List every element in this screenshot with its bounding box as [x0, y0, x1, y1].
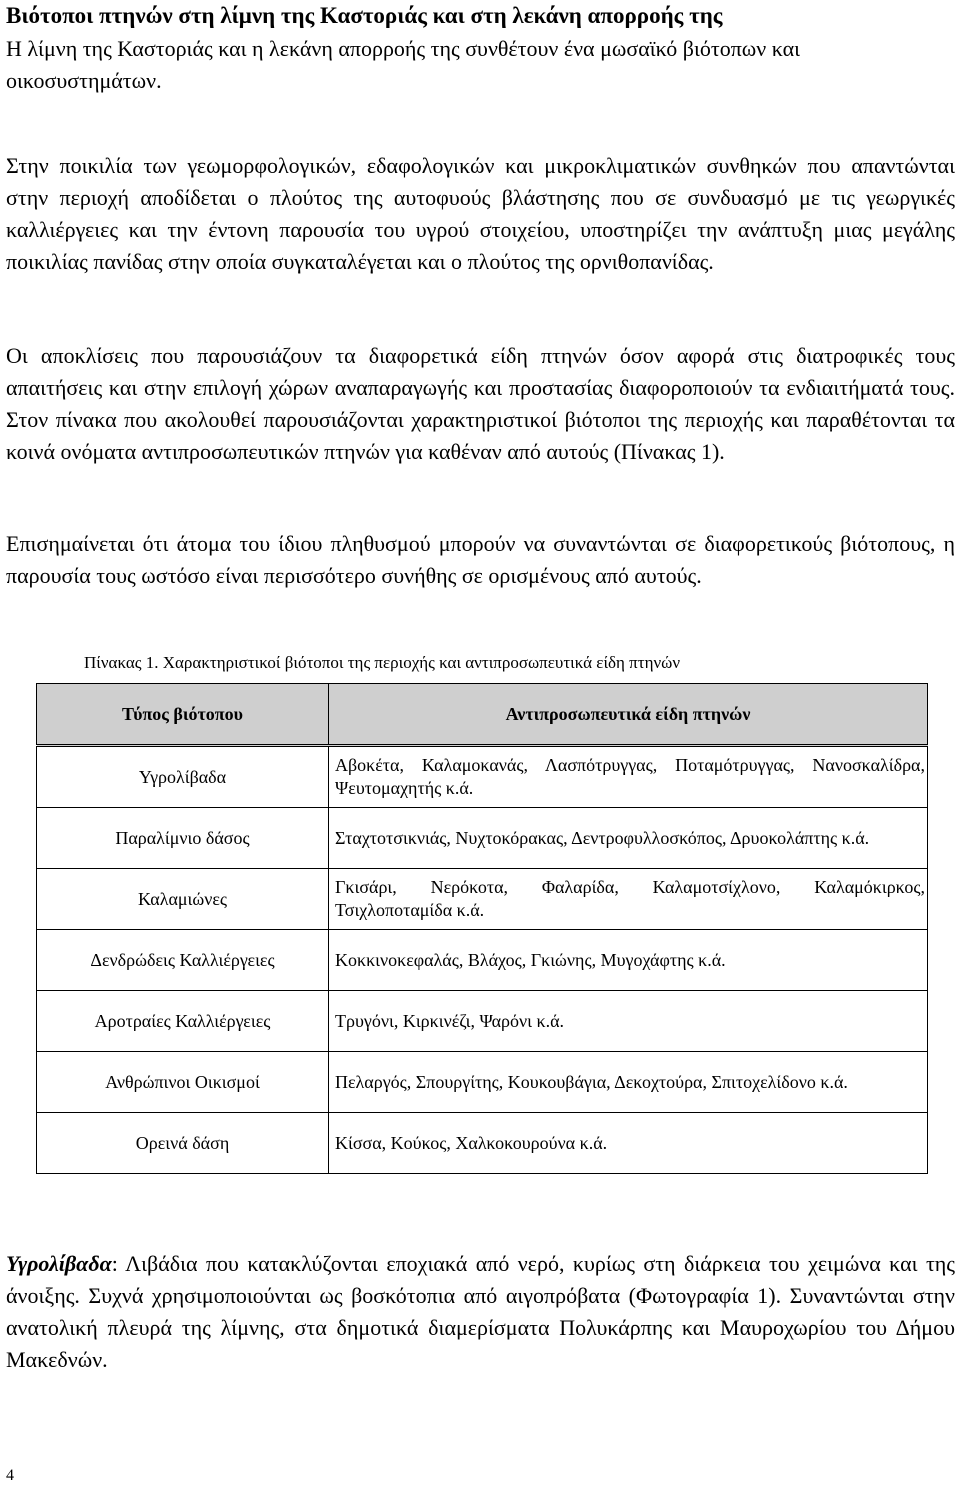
definition-term: Υγρολίβαδα [6, 1251, 112, 1276]
table-row [37, 991, 928, 1052]
diversity-paragraph: Στην ποικιλία των γεωμορφολογικών, εδαφολογικών και μικροκλιματικών συνθηκών που απαντώνται στην περιοχή αποδίδεται ο πλούτος της αυτοφυούς βλάστησης που σε συνδυασμό με τις γεωργικές καλλιέργειες και την έντονη παρουσία του υγρού στοιχείου, υποστηρίζει την ανάπτυξη μιας μεγάλης ποικιλίας πανίδας στην οποία συγκαταλέγεται και ο πλούτος της ορνιθοπανίδας. [6, 153, 955, 274]
differences-paragraph: Οι αποκλίσεις που παρουσιάζουν τα διαφορετικά είδη πτηνών όσον αφορά στις διατροφικές τους απαιτήσεις και στην επιλογή χώρων αναπαραγωγής και προστασίας διαφοροποιούν τα ενδιαιτήματά τους. Στον πίνακα που ακολουθεί παρουσιάζονται χαρακτηριστικοί βιότοποι της περιοχής και παραθέτονται τα κοινά ονόματα αντιπροσωπευτικών πτηνών για καθέναν από αυτούς (Πίνακας 1). [6, 343, 955, 464]
header-species: Αντιπροσωπευτικά είδη πτηνών [329, 684, 928, 746]
species-cell: Σταχτοτσικνιάς, Νυχτοκόρακας, Δεντροφυλλοσκόπος, Δρυοκολάπτης κ.ά. [329, 808, 928, 869]
habitat-type-cell: Ανθρώπινοι Οικισμοί [37, 1052, 329, 1113]
habitat-type-cell: Ορεινά δάση [37, 1113, 329, 1174]
table-row [37, 808, 928, 869]
habitat-type-cell: Υγρολίβαδα [37, 746, 329, 808]
table-row [37, 930, 928, 991]
definition-separator: : [111, 1251, 118, 1276]
habitat-table [36, 683, 928, 1174]
table-row [37, 869, 928, 930]
species-cell: Πελαργός, Σπουργίτης, Κουκουβάγια, Δεκοχτούρα, Σπιτοχελίδονο κ.ά. [329, 1052, 928, 1113]
habitat-type-cell: Αροτραίες Καλλιέργειες [37, 991, 329, 1052]
habitat-type-cell: Παραλίμνιο δάσος [37, 808, 329, 869]
intro-paragraph: Η λίμνη της Καστοριάς και η λεκάνη απορροής της συνθέτουν ένα μωσαϊκό βιότοπων και οικοσυστημάτων. [6, 36, 801, 93]
habitat-type-cell: Δενδρώδεις Καλλιέργειες [37, 930, 329, 991]
species-cell: Κίσσα, Κούκος, Χαλκοκουρούνα κ.ά. [329, 1113, 928, 1174]
species-cell: Αβοκέτα, Καλαμοκανάς, Λασπότρυγγας, Ποταμότρυγγας, Νανοσκαλίδρα, Ψευτομαχητής κ.ά. [329, 746, 928, 808]
definition-text: Λιβάδια που κατακλύζονται εποχιακά από νερό, κυρίως στη διάρκεια του χειμώνα και της άνοιξης. Συχνά χρησιμοποιούνται ως βοσκότοπια από αιγοπρόβατα (Φωτογραφία 1). Συναντώνται στην ανατολική πλευρά της λίμνης, στα δημοτικά διαμερίσματα Πολυκάρπης και Μαυροχωρίου του Δήμου Μακεδνών. [6, 1251, 955, 1372]
table-row [37, 746, 928, 808]
table-caption: Πίνακας 1. Χαρακτηριστικοί βιότοποι της περιοχής και αντιπροσωπευτικά είδη πτηνών [84, 653, 681, 672]
table-row [37, 1113, 928, 1174]
table-row [37, 1052, 928, 1113]
species-cell: Γκισάρι, Νερόκοτα, Φαλαρίδα, Καλαμοτσίχλονο, Καλαμόκιρκος, Τσιχλοποταμίδα κ.ά. [329, 869, 928, 930]
header-habitat-type: Τύπος βιότοπου [37, 684, 329, 746]
definition-paragraph [6, 1248, 955, 1376]
species-cell: Τρυγόνι, Κιρκινέζι, Ψαρόνι κ.ά. [329, 991, 928, 1052]
table-header-row [37, 684, 928, 746]
habitat-type-cell: Καλαμιώνες [37, 869, 329, 930]
page-number: 4 [6, 1467, 14, 1484]
page-title: Βιότοποι πτηνών στη λίμνη της Καστοριάς και στη λεκάνη απορροής της [6, 3, 723, 28]
note-paragraph: Επισημαίνεται ότι άτομα του ίδιου πληθυσμού μπορούν να συναντώνται σε διαφορετικούς βιότοπους, η παρουσία τους ωστόσο είναι περισσότερο συνήθης σε ορισμένους από αυτούς. [6, 531, 955, 588]
species-cell: Κοκκινοκεφαλάς, Βλάχος, Γκιώνης, Μυγοχάφτης κ.ά. [329, 930, 928, 991]
